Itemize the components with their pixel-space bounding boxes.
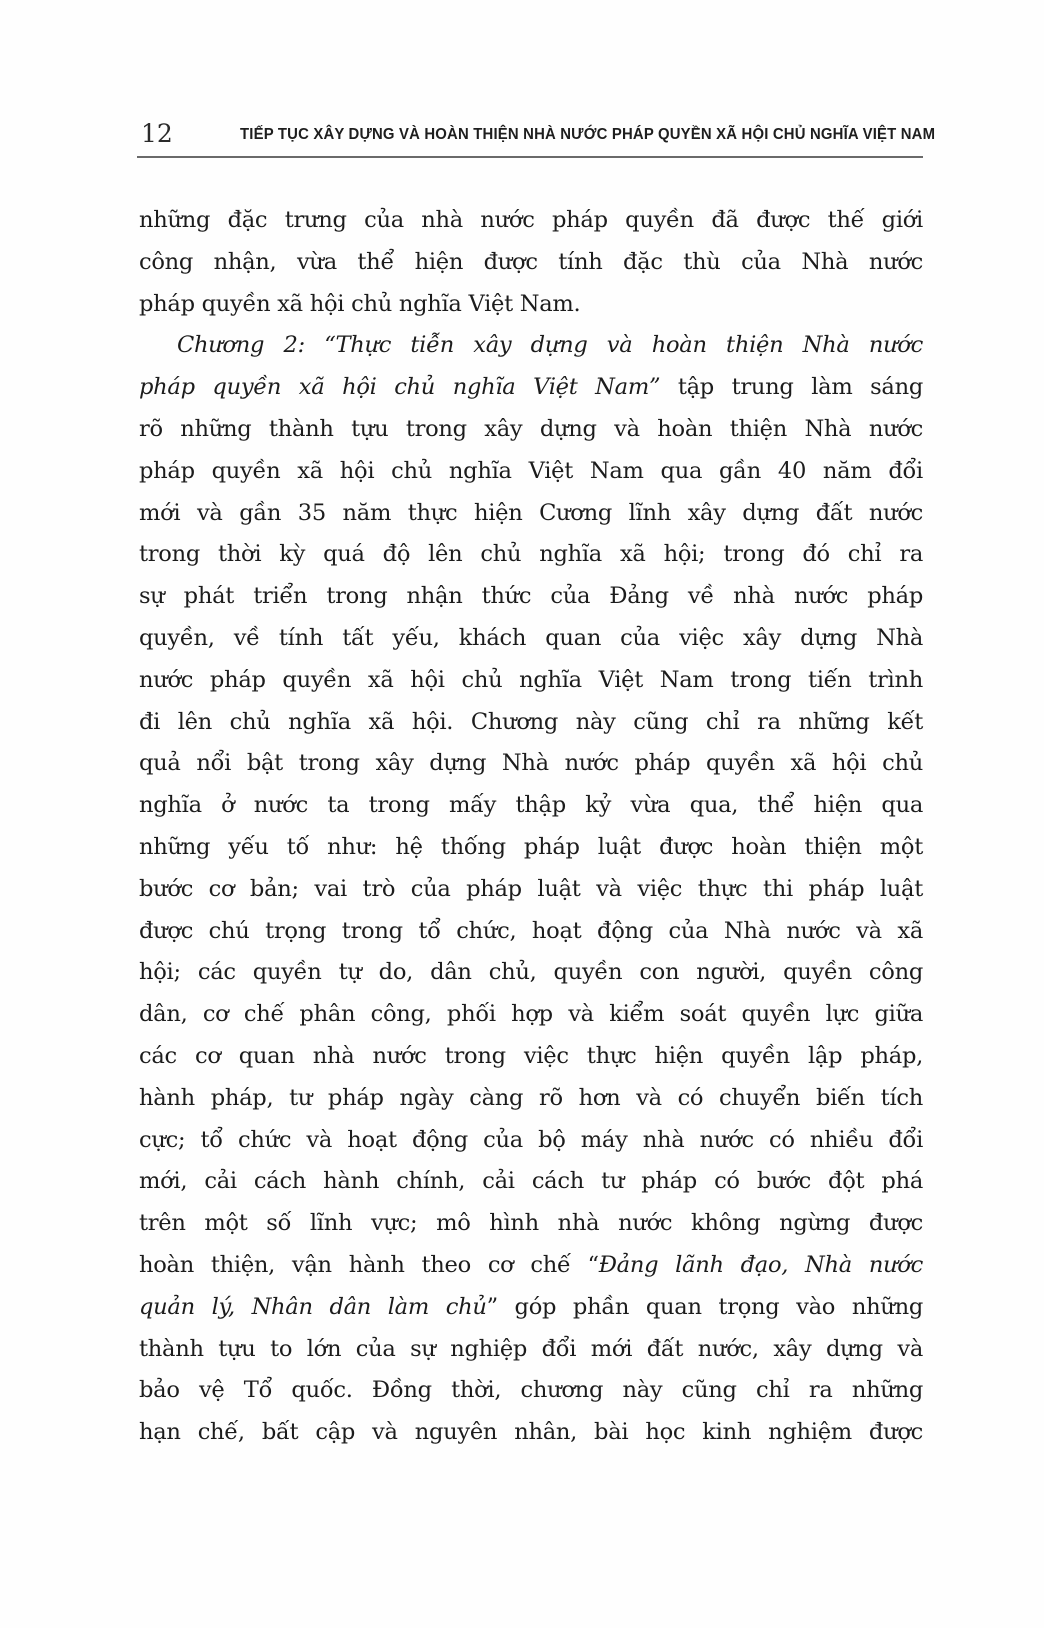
- text-line: [139, 367, 923, 409]
- text-line: pháp quyền xã hội chủ nghĩa Việt Nam.: [139, 290, 581, 317]
- text-line: mới, cải cách hành chính, cải cách tư pháp có bước đột phá: [139, 1168, 923, 1195]
- text-line: pháp quyền xã hội chủ nghĩa Việt Nam qua gần 40 năm đổi: [139, 457, 923, 484]
- normal-span: hoàn thiện, vận hành theo cơ chế “: [139, 1251, 599, 1278]
- italic-span: Đảng lãnh đạo, Nhà nước: [598, 1251, 923, 1278]
- text-line: trên một số lĩnh vực; mô hình nhà nước không ngừng được: [139, 1210, 923, 1237]
- text-line: đi lên chủ nghĩa xã hội. Chương này cũng chỉ ra những kết: [139, 708, 923, 735]
- normal-span: tập trung làm sáng: [660, 374, 923, 401]
- text-line: thành tựu to lớn của sự nghiệp đổi mới đất nước, xây dựng và: [139, 1335, 923, 1362]
- text-line: quyền, về tính tất yếu, khách quan của việc xây dựng Nhà: [139, 624, 923, 651]
- text-line: hội; các quyền tự do, dân chủ, quyền con người, quyền công: [139, 959, 923, 986]
- running-title: TIẾP TỤC XÂY DỰNG VÀ HOÀN THIỆN NHÀ NƯỚC PHÁP QUYỀN XÃ HỘI CHỦ NGHĨA VIỆT NAM: [240, 126, 936, 143]
- text-line: những đặc trưng của nhà nước pháp quyền đã được thế giới: [139, 207, 923, 233]
- body-text: [139, 200, 923, 1454]
- running-header: [137, 116, 936, 158]
- text-line: quả nổi bật trong xây dựng Nhà nước pháp quyền xã hội chủ: [139, 750, 923, 777]
- italic-span: Chương 2: “Thực tiễn xây dựng và hoàn thiện Nhà nước: [177, 332, 923, 359]
- text-line: cực; tổ chức và hoạt động của bộ máy nhà nước có nhiều đổi: [139, 1126, 923, 1153]
- text-line: bảo vệ Tổ quốc. Đồng thời, chương này cũng chỉ ra những: [139, 1377, 923, 1404]
- text-line: dân, cơ chế phân công, phối hợp và kiểm soát quyền lực giữa: [139, 1001, 923, 1028]
- text-line: hành pháp, tư pháp ngày càng rõ hơn và có chuyển biến tích: [139, 1084, 923, 1111]
- text-line: những yếu tố như: hệ thống pháp luật được hoàn thiện một: [139, 833, 923, 860]
- text-line: rõ những thành tựu trong xây dựng và hoàn thiện Nhà nước: [139, 415, 923, 442]
- text-line: nước pháp quyền xã hội chủ nghĩa Việt Nam trong tiến trình: [139, 666, 923, 693]
- text-line: mới và gần 35 năm thực hiện Cương lĩnh xây dựng đất nước: [139, 499, 923, 526]
- text-line: [139, 1245, 923, 1287]
- italic-span: quản lý, Nhân dân làm chủ: [139, 1293, 487, 1320]
- text-line: bước cơ bản; vai trò của pháp luật và việc thực thi pháp luật: [139, 875, 923, 902]
- page-number: 12: [141, 119, 173, 148]
- text-line: công nhận, vừa thể hiện được tính đặc thù của Nhà nước: [139, 248, 923, 275]
- text-line: được chú trọng trong tổ chức, hoạt động của Nhà nước và xã: [139, 917, 923, 944]
- text-line: [139, 1287, 923, 1329]
- normal-span: ” góp phần quan trọng vào những: [486, 1293, 923, 1320]
- text-line: sự phát triển trong nhận thức của Đảng về nhà nước pháp: [139, 583, 923, 610]
- text-line: trong thời kỳ quá độ lên chủ nghĩa xã hội; trong đó chỉ ra: [139, 541, 923, 568]
- text-line: nghĩa ở nước ta trong mấy thập kỷ vừa qua, thể hiện qua: [139, 792, 923, 819]
- text-line: hạn chế, bất cập và nguyên nhân, bài học kinh nghiệm được: [139, 1419, 923, 1446]
- text-line: các cơ quan nhà nước trong việc thực hiện quyền lập pháp,: [139, 1042, 923, 1069]
- italic-span: pháp quyền xã hội chủ nghĩa Việt Nam”: [139, 374, 661, 401]
- text-line: [139, 325, 923, 367]
